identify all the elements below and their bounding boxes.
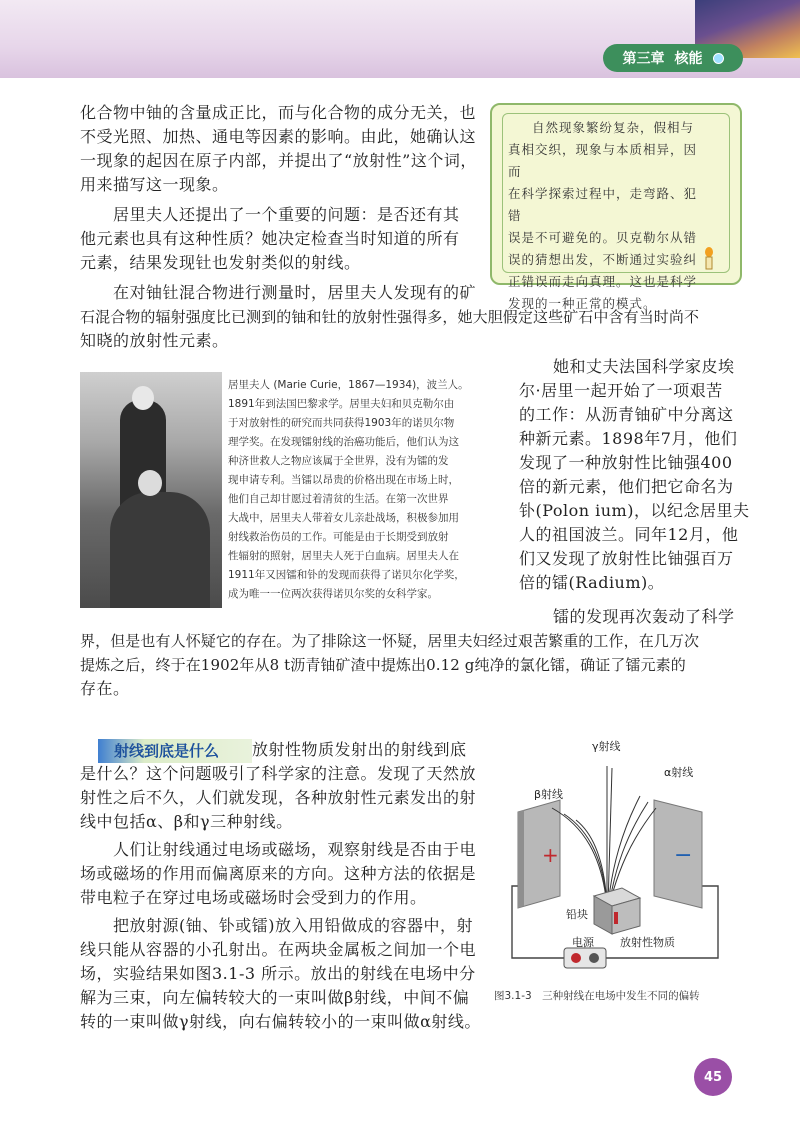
text-line: 钋(Polon ium)，以纪念居里夫 [519, 501, 750, 520]
bio-line: 他们自己却甘愿过着清贫的生活。在第一次世界 [228, 493, 449, 505]
bio-line: 1891年到法国巴黎求学。居里夫妇和贝克勒尔由 [228, 398, 455, 410]
note-line: 误的猜想出发，不断通过实验纠 [508, 252, 698, 267]
note-line: 在科学探索过程中，走弯路、犯错 [508, 186, 698, 223]
text-line: 线中包括α、β和γ三种射线。 [80, 812, 293, 831]
chapter-label: 第三章 [622, 51, 665, 67]
text-line: 倍的镭(Radium)。 [519, 573, 665, 592]
text-line: 她和丈夫法国科学家皮埃 [553, 357, 735, 376]
bio-line: 种济世救人之物应该属于全世界，没有为镭的发 [228, 455, 449, 467]
note-line: 真相交织，现象与本质相异，因而 [508, 142, 698, 179]
lead-label: 铅块 [566, 908, 588, 921]
power-supply [564, 948, 606, 968]
power-label: 电源 [572, 936, 594, 949]
text-line: 是什么？这个问题吸引了科学家的注意。发现了天然放 [80, 764, 477, 783]
power-plus-terminal [571, 953, 581, 963]
bio-caption [228, 376, 494, 604]
minus-sign: − [674, 843, 693, 868]
bio-line: 性辐射的照射，居里夫人死于白血病。居里夫人在 [228, 550, 459, 562]
text-line: 人的祖国波兰。同年12月，他 [519, 525, 739, 544]
photo-figure-marie [110, 492, 210, 608]
text-line: 他元素也具有这种性质？她决定检查当时知道的所有 [80, 229, 460, 248]
text-line: 射性之后不久，人们就发现，各种放射性元素发出的射 [80, 788, 477, 807]
text-line: 化合物中铀的含量成正比，而与化合物的成分无关，也 [80, 103, 477, 122]
power-minus-terminal [589, 953, 599, 963]
deflection-figure [494, 736, 756, 986]
text-line: 用来描写这一现象。 [80, 175, 229, 194]
note-line: 自然现象繁纷复杂，假相与 [532, 120, 695, 135]
bio-line: 理学奖。在发现镭射线的治癌功能后，他们认为这 [228, 436, 459, 448]
text-line: 知晓的放射性元素。 [80, 331, 229, 350]
figure-caption: 图3.1-3 三种射线在电场中发生不同的偏转 [494, 990, 700, 1002]
beta-label: β射线 [534, 788, 564, 801]
material-label: 放射性物质 [620, 936, 675, 949]
alpha-label: α射线 [664, 766, 694, 779]
text-line: 不受光照、加热、通电等因素的影响。由此，她确认这 [80, 127, 477, 146]
plus-sign: + [542, 843, 559, 867]
photo-head-pierre [132, 386, 154, 410]
text-line: 的工作：从沥青铀矿中分离这 [519, 405, 734, 424]
text-line: 存在。 [80, 679, 130, 698]
radioactive-material [614, 912, 618, 924]
chapter-tab [603, 44, 743, 72]
text-line: 居里夫人还提出了一个重要的问题：是否还有其 [113, 205, 460, 224]
photo-head-marie [138, 470, 162, 496]
chapter-title: 核能 [674, 51, 703, 67]
text-line: 界，但是也有人怀疑它的存在。为了排除这一怀疑，居里夫妇经过艰苦繁重的工作，在几万次 [80, 632, 700, 650]
text-line: 场或磁场的作用而偏离原来的方向。这种方法的依据是 [80, 864, 477, 883]
chapter-dot-icon [713, 53, 724, 64]
section-title-tag: 射线到底是什么 [98, 739, 252, 763]
text-line: 元素，结果发现钍也发射类似的射线。 [80, 253, 361, 272]
text-line: 发现了一种放射性比铀强400 [519, 453, 733, 472]
note-line: 误是不可避免的。贝克勒尔从错 [508, 230, 698, 245]
text-line: 场，实验结果如图3.1-3 所示。放出的射线在电场中分 [80, 964, 476, 983]
text-line: 把放射源(铀、钋或镭)放入用铅做成的容器中，射 [113, 916, 473, 935]
bio-line: 成为唯一一位两次获得诺贝尔奖的女科学家。 [228, 588, 438, 600]
note-box [490, 103, 742, 311]
text-line: 带电粒子在穿过电场或磁场时会受到力的作用。 [80, 888, 427, 907]
text-line: 倍的新元素，他们把它命名为 [519, 477, 734, 496]
beam-lines [552, 766, 656, 906]
bio-line: 射线救治伤员的工作。可能是由于长期受到放射 [228, 531, 449, 543]
candle-icon [700, 247, 718, 271]
note-text [508, 117, 704, 315]
bio-line: 居里夫人 (Marie Curie，1867—1934)，波兰人。 [228, 379, 469, 391]
gamma-label: γ射线 [592, 740, 621, 753]
lead-block [594, 888, 640, 934]
bio-line: 大战中，居里夫人带着女儿亲赴战场，积极参加用 [228, 512, 459, 524]
text-line: 一现象的起因在原子内部，并提出了“放射性”这个词， [80, 151, 477, 170]
text-line: 线只能从容器的小孔射出。在两块金属板之间加一个电 [80, 940, 477, 959]
note-line: 发现的一种正常的模式。 [508, 296, 657, 311]
text-line: 解为三束，向左偏转较大的一束叫做β射线，中间不偏 [80, 988, 470, 1007]
page-number: 45 [694, 1058, 732, 1096]
text-line: 放射性物质发射出的射线到底 [252, 740, 467, 759]
text-line: 们又发现了放射性比铀强百万 [519, 549, 734, 568]
text-line: 在对铀钍混合物进行测量时，居里夫人发现有的矿 [113, 283, 477, 302]
text-line: 提炼之后，终于在1902年从8 t沥青铀矿渣中提炼出0.12 g纯净的氯化镭，确证了镭元素的 [80, 656, 686, 674]
bio-line: 现申请专利。当镭以昂贵的价格出现在市场上时， [228, 474, 459, 486]
text-line: 转的一束叫做γ射线，向右偏转较小的一束叫做α射线。 [80, 1012, 481, 1031]
text-line: 种新元素。1898年7月，他们 [519, 429, 738, 448]
bio-line: 1911年又因镭和钋的发现而获得了诺贝尔化学奖， [228, 569, 465, 581]
text-line: 镭的发现再次轰动了科学 [553, 607, 735, 626]
bio-line: 于对放射性的研究而共同获得1903年的诺贝尔物 [228, 417, 455, 429]
text-line: 人们让射线通过电场或磁场，观察射线是否由于电 [113, 840, 477, 859]
text-line: 石混合物的辐射强度比已测到的铀和钍的放射性强得多，她大胆假定这些矿石中含有当时尚不 [80, 308, 700, 326]
text-line: 尔·居里一起开始了一项艰苦 [519, 381, 723, 400]
note-line: 正错误而走向真理。这也是科学 [508, 274, 698, 289]
curie-photo [80, 372, 222, 608]
